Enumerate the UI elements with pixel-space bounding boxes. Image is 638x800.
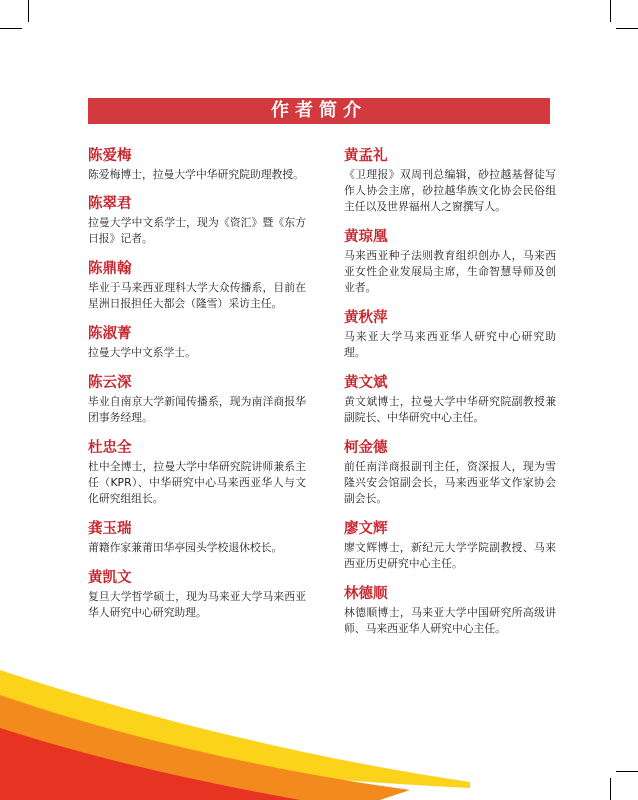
author-bio: 杜中全博士，拉曼大学中华研究院讲师兼系主任（KPR）、中华研究中心马来西亚华人与文化研究组组长。 <box>88 460 306 505</box>
author-entry <box>344 228 556 296</box>
author-name: 杜忠全 <box>88 440 132 456</box>
decorative-swoosh <box>0 640 638 800</box>
author-name: 林德顺 <box>344 586 388 602</box>
author-bio: 陈爱梅博士，拉曼大学中华研究院助理教授。 <box>88 168 304 181</box>
author-name: 黄凯文 <box>88 570 132 586</box>
author-bio: 马来亚大学马来西亚华人研究中心研究助理。 <box>344 330 556 359</box>
author-entry <box>88 374 306 426</box>
author-bio: 莆籍作家兼莆田华亭园头学校退休校长。 <box>88 541 283 554</box>
author-name: 陈翠君 <box>88 196 132 212</box>
author-bio: 《卫理报》双周刊总编辑，砂拉越基督徒写作人协会主席，砂拉越华族文化协会民俗组主任以及世界福州人之窗撰写人。 <box>344 168 556 213</box>
author-entry <box>344 585 556 637</box>
author-name: 陈云深 <box>88 375 132 391</box>
author-entry <box>88 260 306 312</box>
crop-mark <box>0 28 22 29</box>
author-bio: 拉曼大学中文系学士，现为《资汇》暨《东方日报》记者。 <box>88 216 306 245</box>
author-entry <box>88 325 306 361</box>
author-entry <box>88 569 306 621</box>
crop-mark <box>610 0 611 22</box>
author-bio: 林德顺博士，马来亚大学中国研究所高级讲师、马来西亚华人研究中心主任。 <box>344 606 556 635</box>
author-name: 龚玉瑞 <box>88 521 132 537</box>
section-title: 作者简介 <box>271 100 367 121</box>
right-column <box>344 147 556 637</box>
author-bio: 前任南洋商报副刊主任，资深报人，现为雪隆兴安会馆副会长，马来西亚华文作家协会副会长。 <box>344 460 556 505</box>
author-bio: 廖文辉博士，新纪元大学学院副教授、马来西亚历史研究中心主任。 <box>344 541 556 570</box>
author-name: 陈爱梅 <box>88 148 132 164</box>
author-name: 黄孟礼 <box>344 148 388 164</box>
author-entry <box>344 439 556 507</box>
author-bio: 复旦大学哲学硕士，现为马来亚大学马来西亚华人研究中心研究助理。 <box>88 590 306 619</box>
author-bio: 毕业自南京大学新闻传播系，现为南洋商报华团事务经理。 <box>88 395 306 424</box>
author-entry <box>88 520 306 556</box>
author-entry <box>88 147 306 183</box>
section-title-bar <box>88 98 550 124</box>
author-entry <box>88 195 306 247</box>
author-entry <box>88 439 306 507</box>
author-entry <box>344 147 556 215</box>
author-bio: 毕业于马来西亚理科大学大众传播系，目前在星洲日报担任大都会（隆雪）采访主任。 <box>88 281 306 310</box>
author-name: 陈鼎翰 <box>88 261 132 277</box>
author-name: 廖文辉 <box>344 521 388 537</box>
author-bio: 马来西亚种子法则教育组织创办人，马来西亚女性企业发展局主席，生命智慧导师及创业者。 <box>344 249 556 294</box>
author-entry <box>344 309 556 361</box>
crop-mark <box>28 0 29 22</box>
author-name: 陈淑菁 <box>88 326 132 342</box>
author-name: 黄琼凰 <box>344 229 388 245</box>
author-entry <box>344 374 556 426</box>
author-name: 黄秋萍 <box>344 310 388 326</box>
author-bio: 拉曼大学中文系学士。 <box>88 346 196 359</box>
left-column <box>88 147 306 621</box>
crop-mark <box>616 28 638 29</box>
author-entry <box>344 520 556 572</box>
author-bio: 黄文斌博士，拉曼大学中华研究院副教授兼副院长、中华研究中心主任。 <box>344 395 556 424</box>
author-name: 黄文斌 <box>344 375 388 391</box>
author-name: 柯金德 <box>344 440 388 456</box>
